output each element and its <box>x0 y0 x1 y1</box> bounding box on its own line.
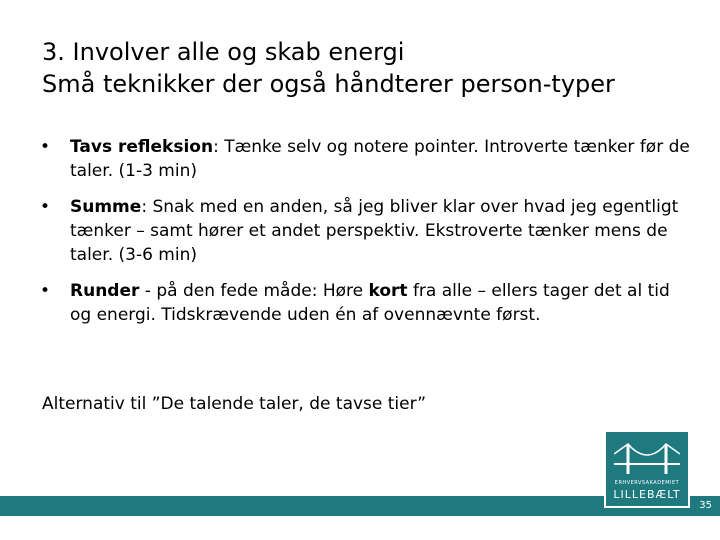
page-number: 35 <box>699 500 712 511</box>
alternative-note: Alternativ til ”De talende taler, de tavse tier” <box>42 394 427 414</box>
bridge-icon <box>614 440 680 476</box>
bullet-text: : Tænke selv og notere pointer. Introverte tænker før de taler. (1-3 min) <box>70 137 690 181</box>
bullet-emphasis: kort <box>368 281 408 301</box>
bullet-marker: • <box>40 281 51 301</box>
bullet-item <box>40 279 690 327</box>
bullet-item <box>40 195 690 267</box>
bullet-marker: • <box>40 137 51 157</box>
bullet-text: fra alle – ellers tager det al tid og energi. Tidskrævende uden én af ovennævnte først. <box>70 281 670 325</box>
bullet-term: Summe <box>70 197 142 217</box>
bullet-term: Runder <box>70 281 140 301</box>
bullet-item <box>40 135 690 183</box>
logo-line-2: LILLEBÆLT <box>613 488 681 501</box>
title-line-2: Små teknikker der også håndterer person-typer <box>42 70 615 98</box>
title-line-1: 3. Involver alle og skab energi <box>42 38 405 66</box>
logo <box>604 430 690 508</box>
bullet-text: : Snak med en anden, så jeg bliver klar over hvad jeg egentligt tænker – samt hører et andet perspektiv. Ekstroverte tænker mens de taler. (3-6 min) <box>70 197 679 265</box>
logo-line-1: ERHVERVSAKADEMIET <box>614 480 680 486</box>
slide-title <box>42 36 615 100</box>
bullet-marker: • <box>40 197 51 217</box>
bullet-text: - på den fede måde: Høre <box>139 281 369 301</box>
bullet-term: Tavs refleksion <box>70 137 214 157</box>
bullet-list <box>40 135 690 339</box>
